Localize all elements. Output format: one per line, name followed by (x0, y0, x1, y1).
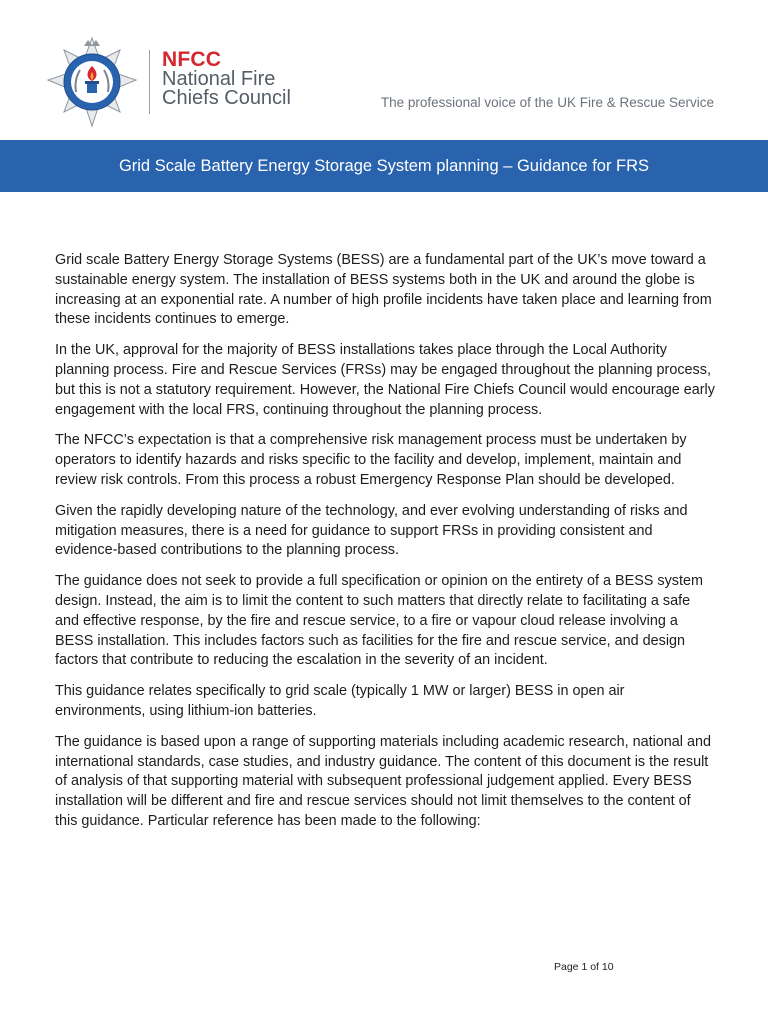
tagline: The professional voice of the UK Fire & Rescue Service (380, 95, 714, 110)
org-name-line1: National Fire (162, 68, 276, 90)
org-abbreviation: NFCC (162, 48, 222, 71)
paragraph: The NFCC’s expectation is that a comprehensive risk management process must be undertaken by operators to identify hazards and risks specific to the facility and develop, implement, maintain and review risk controls. From this process a robust Emergency Response Plan should be developed. (55, 432, 687, 488)
paragraph: In the UK, approval for the majority of BESS installations takes place through the Local Authority planning process. Fire and Rescue Services (FRSs) may be engaged throughout the planning process, but this is not a statutory requirement. However, the National Fire Chiefs Council would encourage early engagement with the local FRS, continuing throughout the planning process. (55, 342, 715, 418)
paragraph: The guidance does not seek to provide a full specification or opinion on the entirety of a BESS system design. Instead, the aim is to limit the content to such matters that directly relate to facilitating a safe and effective response, by the fire and rescue service, to a fire or vapour cloud release involving a BESS installation. This includes factors such as facilities for the fire and rescue service, and design factors that contribute to reducing the escalation in the severity of an incident. (55, 573, 703, 669)
fire-brigade-crest-icon (46, 36, 138, 128)
paragraph: Grid scale Battery Energy Storage Systems (BESS) are a fundamental part of the UK’s move toward a sustainable energy system. The installation of BESS systems both in the UK and around the globe is increasing at an exponential rate. A number of high profile incidents have taken place and learning from these incidents continues to emerge. (55, 252, 712, 328)
document-title: Grid Scale Battery Energy Storage System planning – Guidance for FRS (118, 156, 650, 175)
title-banner (0, 140, 768, 192)
org-logotype (162, 50, 291, 108)
paragraph: This guidance relates specifically to grid scale (typically 1 MW or larger) BESS in open air environments, using lithium-ion batteries. (55, 683, 625, 719)
page-number: Page 1 of 10 (554, 961, 614, 973)
logo-divider (149, 50, 150, 114)
page-header (0, 0, 768, 140)
paragraph: Given the rapidly developing nature of the technology, and ever evolving understanding of risks and mitigation measures, there is a need for guidance to support FRSs in providing consistent and evidence-based contributions to the planning process. (55, 502, 688, 559)
document-body (55, 251, 717, 843)
org-name-line2: Chiefs Council (162, 87, 291, 109)
paragraph: The guidance is based upon a range of supporting materials including academic research, national and international standards, case studies, and industry guidance. The content of this document is the result of analysis of that supporting material with subsequent professional judgement applied. Every BESS installation will be different and fire and rescue services should not limit themselves to the content of this guidance. Particular reference has been made to the following: (55, 733, 711, 829)
